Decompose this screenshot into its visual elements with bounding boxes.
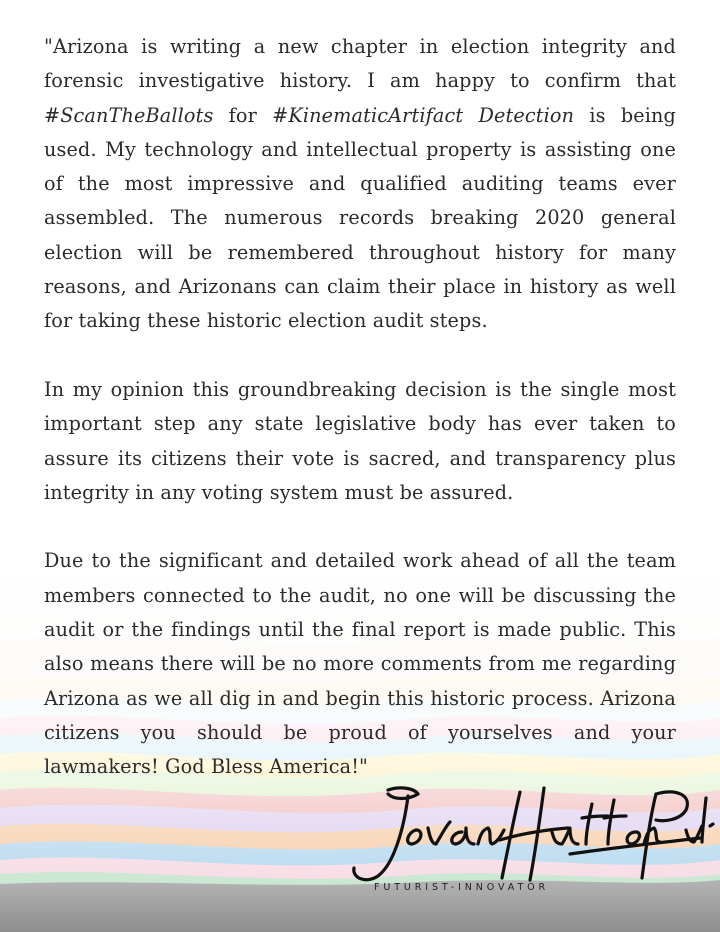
signature-subtitle: FUTURIST-INNOVATOR bbox=[374, 882, 550, 893]
paragraph-1-text-a: "Arizona is writing a new chapter in election integrity and forensic investigative history. I am happy to confirm that bbox=[44, 35, 676, 93]
paragraph-2: In my opinion this groundbreaking decision is the single most important step any state legislative body has ever taken to assure its citizens their vote is sacred, and transparency plus integrity in any voting system must be assured. bbox=[44, 377, 676, 504]
paragraph-1-text-c: is being used. My technology and intellectual property is assisting one of the most impressive and qualified auditing teams ever assembled. The numerous records breaking 2020 general election will be remembered throughout history for many reasons, and Arizonans can claim their place in history as well for taking these historic election audit steps. bbox=[44, 103, 676, 333]
hashtag-kinematic-artifact: #KinematicArtifact Detection bbox=[272, 103, 575, 127]
letter-body bbox=[44, 30, 676, 785]
hashtag-scan-the-ballots: #ScanTheBallots bbox=[44, 103, 214, 127]
paragraph-1 bbox=[44, 30, 676, 339]
paragraph-1-text-b: for bbox=[213, 103, 273, 127]
paragraph-3: Due to the significant and detailed work ahead of all the team members connected to the audit, no one will be discussing the audit or the findings until the final report is made public. This also means there will be no more comments from me regarding Arizona as we all dig in and begin this historic process. Arizona citizens you should be proud of yourselves and your lawmakers! God Bless America!" bbox=[44, 549, 676, 779]
